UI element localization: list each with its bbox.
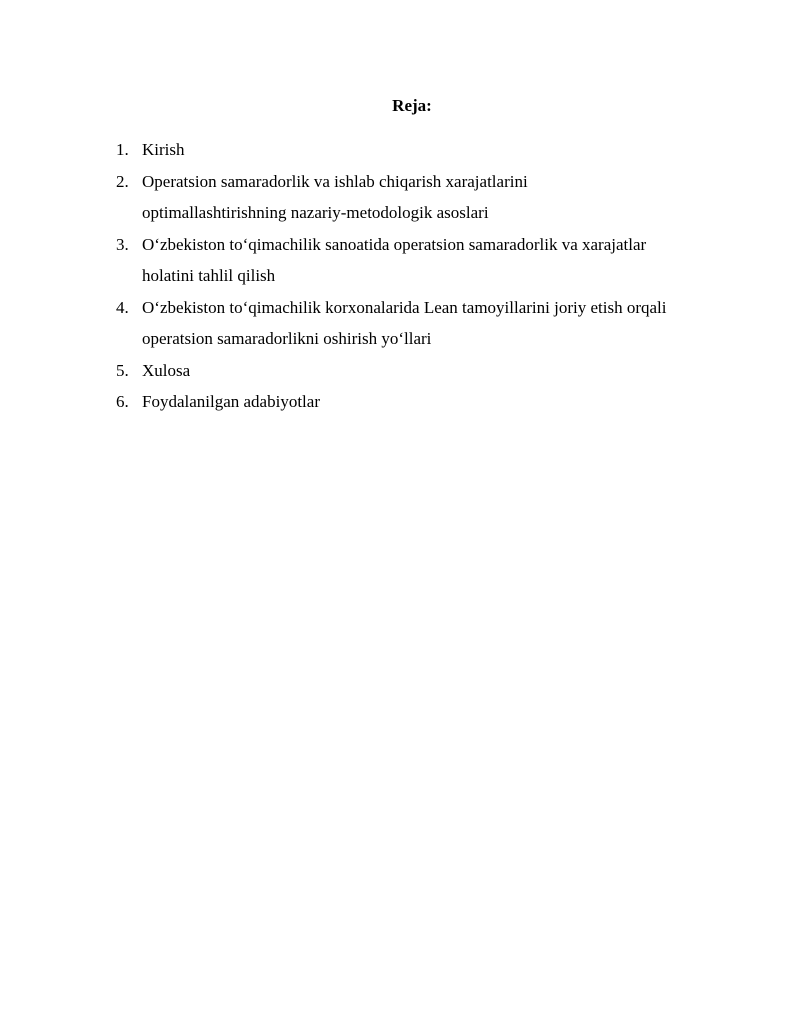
item-number: 2. [116,171,129,191]
item-text: Kirish [142,140,185,159]
item-number: 4. [116,297,129,317]
item-text: Operatsion samaradorlik va ishlab chiqarish xarajatlarini optimallashtirishning nazariy-metodologik asoslari [142,171,528,222]
item-number: 6. [116,392,129,411]
page-title: Reja: [392,96,432,115]
item-text: O‘zbekiston to‘qimachilik korxonalarida Lean tamoyillarini joriy etish orqali operatsion samaradorlikni oshirish yo‘llari [142,297,667,348]
table-of-contents [116,134,726,418]
item-number: 3. [116,234,129,254]
list-item [116,134,726,166]
item-number: 5. [116,360,129,380]
list-item [116,292,726,355]
item-text: O‘zbekiston to‘qimachilik sanoatida operatsion samaradorlik va xarajatlar holatini tahlil qilish [142,234,647,285]
list-item [116,386,726,418]
item-text: Xulosa [142,360,191,380]
list-item [116,166,726,229]
list-item [116,355,726,387]
item-text: Foydalanilgan adabiyotlar [142,392,320,411]
item-number: 1. [116,140,129,159]
list-item [116,229,726,292]
